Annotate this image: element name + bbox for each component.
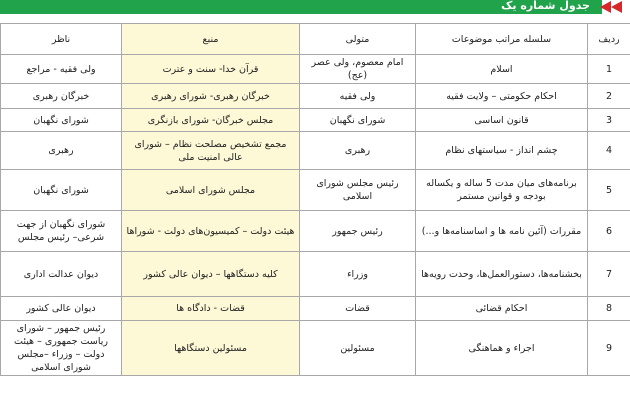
title-banner	[0, 0, 630, 14]
cell-source: خبرگان رهبری- شورای رهبری	[122, 84, 300, 109]
cell-observer: شورای نگهبان	[1, 170, 122, 211]
cell-num: 6	[588, 211, 630, 252]
cell-subject: بخشنامه‌ها، دستورالعمل‌ها، وحدت رویه‌ها	[416, 252, 588, 297]
table-row	[1, 132, 630, 170]
table-row	[1, 252, 630, 297]
cell-observer: ولی فقیه - مراجع	[1, 55, 122, 84]
cell-custodian: وزراء	[300, 252, 416, 297]
cell-source: مسئولین دستگاهها	[122, 321, 300, 376]
cell-custodian: شورای نگهبان	[300, 109, 416, 132]
cell-custodian: رهبری	[300, 132, 416, 170]
cell-subject: اجراء و هماهنگی	[416, 321, 588, 376]
header-custodian: متولی	[300, 24, 416, 55]
header-subject: سلسله مراتب موضوعات	[416, 24, 588, 55]
cell-custodian: امام معصوم، ولی عصر (عج)	[300, 55, 416, 84]
cell-observer: رهبری	[1, 132, 122, 170]
cell-source: مجمع تشخیص مصلحت نظام – شورای عالی امنیت ملی	[122, 132, 300, 170]
cell-num: 8	[588, 297, 630, 321]
table-row	[1, 321, 630, 376]
cell-custodian: ولی فقیه	[300, 84, 416, 109]
cell-custodian: رئیس مجلس شورای اسلامی	[300, 170, 416, 211]
cell-num: 5	[588, 170, 630, 211]
cell-observer: رئیس جمهور – شورای ریاست جمهوری – هیئت دولت – وزراء –مجلس شورای اسلامی	[1, 321, 122, 376]
cell-subject: برنامه‌های میان مدت 5 ساله و یکساله بودجه و قوانین مستمر	[416, 170, 588, 211]
cell-source: قرآن خدا- سنت و عترت	[122, 55, 300, 84]
cell-num: 1	[588, 55, 630, 84]
header-source: منبع	[122, 24, 300, 55]
cell-observer: دیوان عدالت اداری	[1, 252, 122, 297]
cell-custodian: قضات	[300, 297, 416, 321]
banner-title: جدول شماره یک	[501, 0, 590, 12]
table-row	[1, 170, 630, 211]
cell-custodian: مسئولین	[300, 321, 416, 376]
cell-custodian: رئیس جمهور	[300, 211, 416, 252]
cell-source: هیئت دولت – کمیسیون‌های دولت - شوراها	[122, 211, 300, 252]
cell-subject: چشم انداز - سیاستهای نظام	[416, 132, 588, 170]
cell-source: کلیه دستگاهها – دیوان عالی کشور	[122, 252, 300, 297]
cell-num: 2	[588, 84, 630, 109]
cell-subject: اسلام	[416, 55, 588, 84]
cell-source: قضات - دادگاه ها	[122, 297, 300, 321]
double-arrow-icon	[600, 1, 624, 13]
table-row	[1, 109, 630, 132]
table-row	[1, 55, 630, 84]
cell-subject: مقررات (آئین نامه ها و اساسنامه‌ها و...)	[416, 211, 588, 252]
cell-subject: قانون اساسی	[416, 109, 588, 132]
table-header-row	[1, 24, 630, 55]
cell-num: 4	[588, 132, 630, 170]
header-observer: ناظر	[1, 24, 122, 55]
cell-source: مجلس شورای اسلامی	[122, 170, 300, 211]
cell-source: مجلس خبرگان- شورای بازنگری	[122, 109, 300, 132]
cell-observer: شورای نگهبان	[1, 109, 122, 132]
hierarchy-table	[0, 23, 630, 376]
cell-num: 3	[588, 109, 630, 132]
cell-subject: احکام حکومتی – ولایت فقیه	[416, 84, 588, 109]
cell-observer: دیوان عالی کشور	[1, 297, 122, 321]
cell-observer: شورای نگهبان از جهت شرعی– رئیس مجلس	[1, 211, 122, 252]
cell-observer: خبرگان رهبری	[1, 84, 122, 109]
header-num: ردیف	[588, 24, 630, 55]
cell-subject: احکام قضائی	[416, 297, 588, 321]
table-row	[1, 211, 630, 252]
table-row	[1, 84, 630, 109]
cell-num: 9	[588, 321, 630, 376]
table-row	[1, 297, 630, 321]
cell-num: 7	[588, 252, 630, 297]
